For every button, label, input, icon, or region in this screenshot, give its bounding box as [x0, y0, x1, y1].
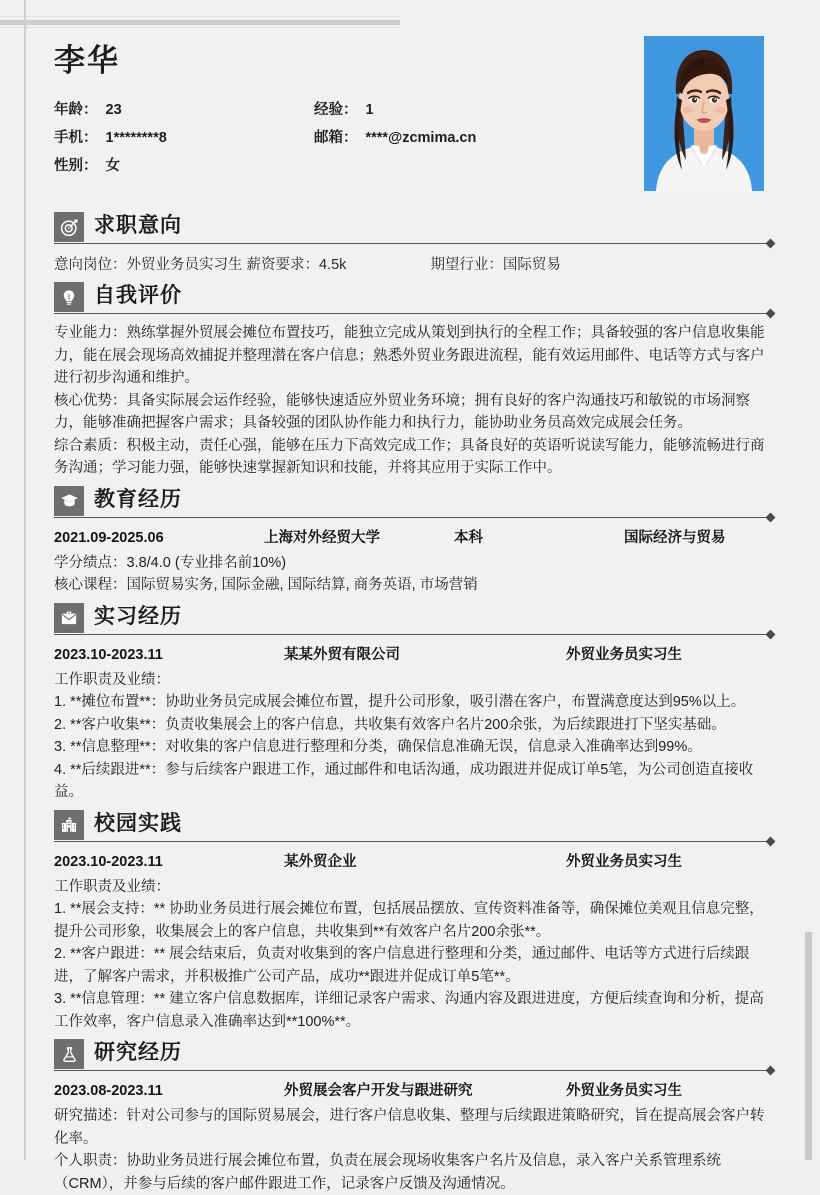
research-date: 2023.08-2023.11 [54, 1083, 163, 1099]
education-school: 上海对外经贸大学 [264, 529, 380, 546]
meta-value: 1 [365, 102, 374, 119]
section-title: 求职意向 [94, 214, 182, 237]
internship-company: 某某外贸有限公司 [284, 646, 400, 663]
section-self-evaluation [34, 282, 786, 480]
internship-detail-line: 工作职责及业绩： [54, 671, 170, 688]
section-title: 教育经历 [94, 487, 182, 511]
internship-detail-line: 3. **信息整理**：对收集的客户信息进行整理和分类，确保信息准确无误，信息录入准确率达到99%。 [54, 739, 702, 755]
campus-role: 外贸业务员实习生 [566, 853, 682, 870]
meta-value: 女 [105, 158, 120, 175]
campus-detail-line: 工作职责及业绩： [54, 878, 170, 895]
briefcase-icon-glyph [60, 609, 78, 627]
section-divider [54, 517, 770, 518]
graduation-cap-icon [54, 486, 84, 516]
school-building-icon-glyph [60, 816, 78, 834]
graduation-cap-icon-glyph [60, 491, 79, 510]
research-topic: 外贸展会客户开发与跟进研究 [284, 1083, 473, 1099]
meta-phone [54, 128, 314, 148]
research-detail-line: 研究描述：针对公司参与的国际贸易展会，进行客户信息收集、整理与后续跟进策略研究，旨在提高展会客户转化率。 [54, 1108, 765, 1147]
education-entry-row [54, 526, 766, 550]
education-degree: 本科 [454, 529, 483, 546]
section-header [34, 212, 786, 246]
meta-label: 手机： [54, 130, 98, 147]
section-education [34, 486, 786, 597]
internship-detail-line: 1. **摊位布置**：协助业务员完成展会摊位布置，提升公司形象，吸引潜在客户，布置满意度达到95%以上。 [54, 694, 746, 710]
meta-gender [54, 156, 314, 176]
education-details [54, 552, 766, 597]
campus-entry-row [54, 850, 766, 874]
section-header [34, 810, 786, 844]
meta-label: 性别： [54, 158, 98, 175]
campus-organization: 某外贸企业 [284, 853, 357, 870]
portrait-illustration [644, 36, 764, 191]
section-internship [34, 603, 786, 804]
research-details [54, 1105, 766, 1195]
education-major: 国际经济与贸易 [624, 529, 726, 546]
research-role: 外贸业务员实习生 [566, 1083, 682, 1099]
ruler-bar-vertical [24, 0, 26, 1160]
internship-detail-line: 4. **后续跟进**：参与后续客户跟进工作，通过邮件和电话沟通，成功跟进并促成订单5笔，为公司创造直接收益。 [54, 761, 754, 800]
meta-experience [314, 100, 534, 120]
ruler-bar-horizontal [0, 20, 400, 25]
section-campus-practice [34, 810, 786, 1034]
resume-document [34, 30, 786, 1195]
meta-label: 经验： [314, 102, 358, 119]
campus-details [54, 876, 766, 1034]
internship-entry-row [54, 643, 766, 667]
section-header [34, 486, 786, 520]
meta-row [54, 100, 534, 120]
meta-value: ****@zcmima.cn [365, 130, 477, 147]
internship-details [54, 669, 766, 804]
section-divider [54, 841, 770, 842]
candidate-photo [644, 36, 764, 191]
job-intent-position-salary: 意向岗位：外贸业务员实习生 薪资要求：4.5k [54, 257, 347, 273]
ruler-line-bottom [0, 27, 400, 28]
internship-role: 外贸业务员实习生 [566, 646, 682, 663]
section-title: 自我评价 [94, 284, 182, 307]
meta-age [54, 100, 314, 120]
education-date: 2021.09-2025.06 [54, 529, 164, 546]
section-job-intent [34, 212, 786, 276]
ruler-line-top [0, 16, 400, 17]
self-eval-paragraph: 专业能力：熟练掌握外贸展会摊位布置技巧，能独立完成从策划到执行的全程工作；具备较强的客户信息收集能力，能在展会现场高效捕捉并整理潜在客户信息；熟悉外贸业务跟进流程，能有效运用邮件、电话等方式与客户进行初步沟通和维护。 [54, 325, 765, 386]
target-icon-glyph [60, 218, 79, 237]
internship-detail-line: 2. **客户收集**：负责收集展会上的客户信息，共收集有效客户名片200余张，为后续跟进打下坚实基础。 [54, 716, 726, 733]
meta-empty [314, 156, 534, 176]
campus-detail-line: 1. **展会支持：** 协助业务员进行展会摊位布置，包括展品摆放、宣传资料准备等，确保摊位美观且信息完整，提升公司形象，收集展会上的客户信息，共收集到**有效客户名片200余张**。 [54, 901, 764, 940]
section-header [34, 1039, 786, 1073]
self-evaluation-body [54, 322, 766, 480]
lightbulb-icon-glyph [60, 288, 78, 307]
school-building-icon [54, 810, 84, 840]
section-research [34, 1039, 786, 1195]
self-eval-paragraph: 综合素质：积极主动，责任心强，能够在压力下高效完成工作；具备良好的英语听说读写能力，能够流畅进行商务沟通；学习能力强，能够快速掌握新知识和技能，并将其应用于实际工作中。 [54, 437, 765, 476]
research-entry-row [54, 1079, 766, 1103]
education-detail-line: 学分绩点：3.8/4.0 (专业排名前10%) [54, 554, 287, 571]
meta-label: 邮箱： [314, 130, 358, 147]
target-icon [54, 212, 84, 242]
campus-detail-line: 3. **信息管理：** 建立客户信息数据库，详细记录客户需求、沟通内容及跟进进度，方便后续查询和分析，提高工作效率，客户信息录入准确率达到**100%**。 [54, 991, 764, 1030]
candidate-meta-grid [54, 100, 534, 176]
self-eval-paragraph: 核心优势：具备实际展会运作经验，能够快速适应外贸业务环境；拥有良好的客户沟通技巧和敏锐的市场洞察力，能够准确把握客户需求；具备较强的团队协作能力和执行力，能协助业务员高效完成展会任务。 [54, 392, 750, 431]
job-intent-industry: 期望行业：国际贸易 [430, 257, 561, 273]
research-detail-line: 个人职责：协助业务员进行展会摊位布置，负责在展会现场收集客户名片及信息，录入客户关系管理系统（CRM），并参与后续的客户邮件跟进工作，记录客户反馈及沟通情况。 [54, 1153, 721, 1192]
meta-row [54, 128, 534, 148]
lightbulb-icon [54, 282, 84, 312]
meta-value: 23 [105, 102, 122, 119]
section-divider [54, 634, 770, 635]
job-intent-row [54, 254, 766, 276]
meta-row [54, 156, 534, 176]
flask-icon [54, 1039, 84, 1069]
education-detail-line: 核心课程：国际贸易实务, 国际金融, 国际结算, 商务英语, 市场营销 [54, 577, 478, 593]
meta-label: 年龄： [54, 102, 98, 119]
candidate-name: 李华 [54, 43, 120, 78]
section-title: 实习经历 [94, 604, 182, 628]
scrollbar-thumb[interactable] [805, 932, 812, 1160]
section-divider [54, 313, 770, 314]
section-title: 研究经历 [94, 1041, 182, 1064]
internship-date: 2023.10-2023.11 [54, 646, 163, 663]
scrollbar-track[interactable] [809, 0, 816, 1160]
meta-value: 1********8 [105, 130, 167, 147]
campus-detail-line: 2. **客户跟进：** 展会结束后，负责对收集到的客户信息进行整理和分类，通过邮件、电话等方式进行后续跟进，了解客户需求，并积极推广公司产品，成功**跟进并促成订单5笔**。 [54, 946, 750, 985]
section-header [34, 603, 786, 637]
section-divider [54, 1070, 770, 1071]
campus-date: 2023.10-2023.11 [54, 853, 163, 870]
meta-email [314, 128, 534, 148]
resume-header [34, 44, 786, 206]
section-divider [54, 243, 770, 244]
briefcase-icon [54, 603, 84, 633]
section-title: 校园实践 [94, 811, 182, 835]
flask-icon-glyph [61, 1045, 78, 1064]
section-header [34, 282, 786, 316]
